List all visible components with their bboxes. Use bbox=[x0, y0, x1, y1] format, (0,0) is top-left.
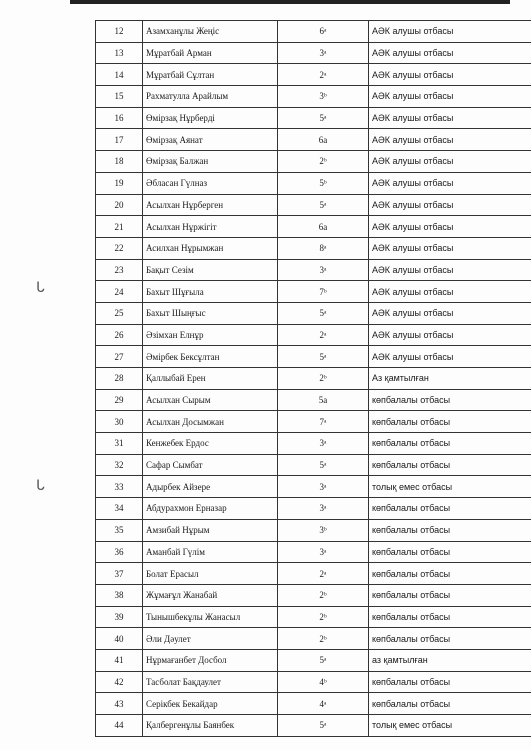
student-name: Жұмағұл Жанабай bbox=[143, 584, 278, 606]
family-category: АӘК алушы отбасы bbox=[369, 259, 531, 281]
student-name: Тасболат Бақдаулет bbox=[143, 671, 278, 693]
family-category: АӘК алушы отбасы bbox=[369, 86, 531, 108]
grade-class: 2ᵃ bbox=[278, 563, 369, 585]
table-row bbox=[96, 42, 531, 64]
student-name: Асылхан Досымжан bbox=[143, 411, 278, 433]
student-name: Кенжебек Ердос bbox=[143, 433, 278, 455]
student-name: Сафар Сымбат bbox=[143, 454, 278, 476]
grade-class: 5ᵃ bbox=[278, 107, 369, 129]
table-row bbox=[96, 671, 531, 693]
family-category: АӘК алушы отбасы bbox=[369, 21, 531, 43]
grade-class: 7ᵃ bbox=[278, 411, 369, 433]
row-number: 43 bbox=[96, 693, 143, 715]
student-name: Асылхан Нұрберген bbox=[143, 194, 278, 216]
grade-class: 6а bbox=[278, 216, 369, 238]
student-name: Әзімхан Елнұр bbox=[143, 324, 278, 346]
table-row bbox=[96, 715, 531, 737]
family-category: АӘК алушы отбасы bbox=[369, 216, 531, 238]
grade-class: 3ᵃ bbox=[278, 476, 369, 498]
grade-class: 2ᵇ bbox=[278, 368, 369, 390]
family-category: көпбалалы отбасы bbox=[369, 519, 531, 541]
grade-class: 3ᵃ bbox=[278, 498, 369, 520]
grade-class: 2ᵇ bbox=[278, 151, 369, 173]
row-number: 16 bbox=[96, 107, 143, 129]
row-number: 14 bbox=[96, 64, 143, 86]
row-number: 29 bbox=[96, 389, 143, 411]
table-row bbox=[96, 476, 531, 498]
grade-class: 2ᵃ bbox=[278, 324, 369, 346]
grade-class: 5ᵃ bbox=[278, 649, 369, 671]
row-number: 35 bbox=[96, 519, 143, 541]
family-category: Аз қамтылған bbox=[369, 368, 531, 390]
grade-class: 2ᵇ bbox=[278, 628, 369, 650]
grade-class: 3ᵃ bbox=[278, 433, 369, 455]
row-number: 19 bbox=[96, 172, 143, 194]
row-number: 21 bbox=[96, 216, 143, 238]
grade-class: 3ᵃ bbox=[278, 42, 369, 64]
grade-class: 6а bbox=[278, 129, 369, 151]
family-category: аз қамтылған bbox=[369, 649, 531, 671]
student-name: Азамханұлы Жеңіс bbox=[143, 21, 278, 43]
family-category: АӘК алушы отбасы bbox=[369, 324, 531, 346]
student-name: Бақыт Сезім bbox=[143, 259, 278, 281]
table-row bbox=[96, 302, 531, 324]
student-name: Қаллыбай Ерен bbox=[143, 368, 278, 390]
family-category: АӘК алушы отбасы bbox=[369, 129, 531, 151]
student-name: Әбласан Гүлназ bbox=[143, 172, 278, 194]
row-number: 42 bbox=[96, 671, 143, 693]
row-number: 31 bbox=[96, 433, 143, 455]
student-name: Өмірзақ Балжан bbox=[143, 151, 278, 173]
student-name: Серікбек Бекайдар bbox=[143, 693, 278, 715]
row-number: 32 bbox=[96, 454, 143, 476]
row-number: 30 bbox=[96, 411, 143, 433]
grade-class: 7ᵇ bbox=[278, 281, 369, 303]
grade-class: 3ᵃ bbox=[278, 541, 369, 563]
row-number: 22 bbox=[96, 237, 143, 259]
student-name: Рахматулла Арайлым bbox=[143, 86, 278, 108]
row-number: 41 bbox=[96, 649, 143, 671]
table-row bbox=[96, 64, 531, 86]
family-category: көпбалалы отбасы bbox=[369, 411, 531, 433]
family-category: АӘК алушы отбасы bbox=[369, 107, 531, 129]
table-row bbox=[96, 541, 531, 563]
family-category: толық емес отбасы bbox=[369, 476, 531, 498]
grade-class: 5ᵃ bbox=[278, 454, 369, 476]
row-number: 23 bbox=[96, 259, 143, 281]
row-number: 24 bbox=[96, 281, 143, 303]
family-category: көпбалалы отбасы bbox=[369, 389, 531, 411]
grade-class: 2ᵃ bbox=[278, 64, 369, 86]
row-number: 34 bbox=[96, 498, 143, 520]
row-number: 15 bbox=[96, 86, 143, 108]
grade-class: 5а bbox=[278, 389, 369, 411]
table-row bbox=[96, 237, 531, 259]
grade-class: 3ᵃ bbox=[278, 259, 369, 281]
family-category: көпбалалы отбасы bbox=[369, 563, 531, 585]
table-row bbox=[96, 368, 531, 390]
family-category: көпбалалы отбасы bbox=[369, 454, 531, 476]
table-row bbox=[96, 584, 531, 606]
grade-class: 3ᵇ bbox=[278, 86, 369, 108]
table-row bbox=[96, 411, 531, 433]
table-row bbox=[96, 606, 531, 628]
family-category: АӘК алушы отбасы bbox=[369, 151, 531, 173]
row-number: 40 bbox=[96, 628, 143, 650]
table-row bbox=[96, 151, 531, 173]
table-row bbox=[96, 194, 531, 216]
family-category: көпбалалы отбасы bbox=[369, 433, 531, 455]
table-row bbox=[96, 346, 531, 368]
row-number: 33 bbox=[96, 476, 143, 498]
student-name: Асылхан Сырым bbox=[143, 389, 278, 411]
row-number: 36 bbox=[96, 541, 143, 563]
table-row bbox=[96, 454, 531, 476]
grade-class: 4ᵃ bbox=[278, 693, 369, 715]
student-name: Тынышбекұлы Жанасыл bbox=[143, 606, 278, 628]
student-name: Өмірзақ Аянат bbox=[143, 129, 278, 151]
family-category: АӘК алушы отбасы bbox=[369, 237, 531, 259]
table-row bbox=[96, 649, 531, 671]
table-row bbox=[96, 281, 531, 303]
student-name: Абдурахмон Ерназар bbox=[143, 498, 278, 520]
table-row bbox=[96, 498, 531, 520]
table-row bbox=[96, 21, 531, 43]
table-row bbox=[96, 107, 531, 129]
row-number: 25 bbox=[96, 302, 143, 324]
table-row bbox=[96, 324, 531, 346]
student-name: Мұратбай Арман bbox=[143, 42, 278, 64]
student-name: Мұратбай Сұлтан bbox=[143, 64, 278, 86]
family-category: АӘК алушы отбасы bbox=[369, 172, 531, 194]
table-row bbox=[96, 433, 531, 455]
table-row bbox=[96, 519, 531, 541]
scan-top-edge bbox=[70, 0, 510, 4]
grade-class: 2ᵇ bbox=[278, 584, 369, 606]
family-category: АӘК алушы отбасы bbox=[369, 42, 531, 64]
family-category: көпбалалы отбасы bbox=[369, 541, 531, 563]
family-category: АӘК алушы отбасы bbox=[369, 194, 531, 216]
family-category: көпбалалы отбасы bbox=[369, 606, 531, 628]
student-name: Әли Дәулет bbox=[143, 628, 278, 650]
student-name: Бахыт Шұғыла bbox=[143, 281, 278, 303]
row-number: 13 bbox=[96, 42, 143, 64]
table-row bbox=[96, 563, 531, 585]
row-number: 37 bbox=[96, 563, 143, 585]
grade-class: 3ᵇ bbox=[278, 519, 369, 541]
row-number: 38 bbox=[96, 584, 143, 606]
grade-class: 5ᵃ bbox=[278, 346, 369, 368]
grade-class: 5ᵇ bbox=[278, 172, 369, 194]
margin-pen-mark: ᒐ bbox=[36, 280, 45, 296]
row-number: 12 bbox=[96, 21, 143, 43]
table-row bbox=[96, 86, 531, 108]
table-row bbox=[96, 129, 531, 151]
grade-class: 4ᵇ bbox=[278, 671, 369, 693]
grade-class: 5ᵃ bbox=[278, 302, 369, 324]
table-row bbox=[96, 628, 531, 650]
family-category: АӘК алушы отбасы bbox=[369, 281, 531, 303]
student-name: Бахыт Шыңғыс bbox=[143, 302, 278, 324]
family-category: АӘК алушы отбасы bbox=[369, 302, 531, 324]
roster-body bbox=[96, 21, 531, 737]
family-category: көпбалалы отбасы bbox=[369, 498, 531, 520]
margin-pen-mark: ᒐ bbox=[36, 478, 45, 494]
student-name: Аманбай Гүлім bbox=[143, 541, 278, 563]
family-category: көпбалалы отбасы bbox=[369, 628, 531, 650]
family-category: АӘК алушы отбасы bbox=[369, 64, 531, 86]
family-category: көпбалалы отбасы bbox=[369, 693, 531, 715]
student-name: Асилхан Нұрымжан bbox=[143, 237, 278, 259]
table-row bbox=[96, 172, 531, 194]
family-category: АӘК алушы отбасы bbox=[369, 346, 531, 368]
row-number: 26 bbox=[96, 324, 143, 346]
student-name: Амзибай Нұрым bbox=[143, 519, 278, 541]
table-row bbox=[96, 259, 531, 281]
row-number: 17 bbox=[96, 129, 143, 151]
family-category: толық емес отбасы bbox=[369, 715, 531, 737]
table-row bbox=[96, 693, 531, 715]
grade-class: 6ᵃ bbox=[278, 21, 369, 43]
student-name: Асылхан Нұржігіт bbox=[143, 216, 278, 238]
row-number: 39 bbox=[96, 606, 143, 628]
row-number: 44 bbox=[96, 715, 143, 737]
student-name: Нұрмағанбет Досбол bbox=[143, 649, 278, 671]
row-number: 20 bbox=[96, 194, 143, 216]
grade-class: 2ᵇ bbox=[278, 606, 369, 628]
grade-class: 5ᵃ bbox=[278, 715, 369, 737]
student-name: Өмірзақ Нұрберді bbox=[143, 107, 278, 129]
student-name: Болат Ерасыл bbox=[143, 563, 278, 585]
family-category: көпбалалы отбасы bbox=[369, 671, 531, 693]
student-name: Қалбергенұлы Баянбек bbox=[143, 715, 278, 737]
table-row bbox=[96, 216, 531, 238]
table-row bbox=[96, 389, 531, 411]
row-number: 18 bbox=[96, 151, 143, 173]
row-number: 28 bbox=[96, 368, 143, 390]
grade-class: 5ᵃ bbox=[278, 194, 369, 216]
row-number: 27 bbox=[96, 346, 143, 368]
family-category: көпбалалы отбасы bbox=[369, 584, 531, 606]
student-roster-table bbox=[95, 20, 531, 737]
student-name: Әмірбек Бексұлтан bbox=[143, 346, 278, 368]
grade-class: 8ᵃ bbox=[278, 237, 369, 259]
student-name: Адырбек Айзере bbox=[143, 476, 278, 498]
